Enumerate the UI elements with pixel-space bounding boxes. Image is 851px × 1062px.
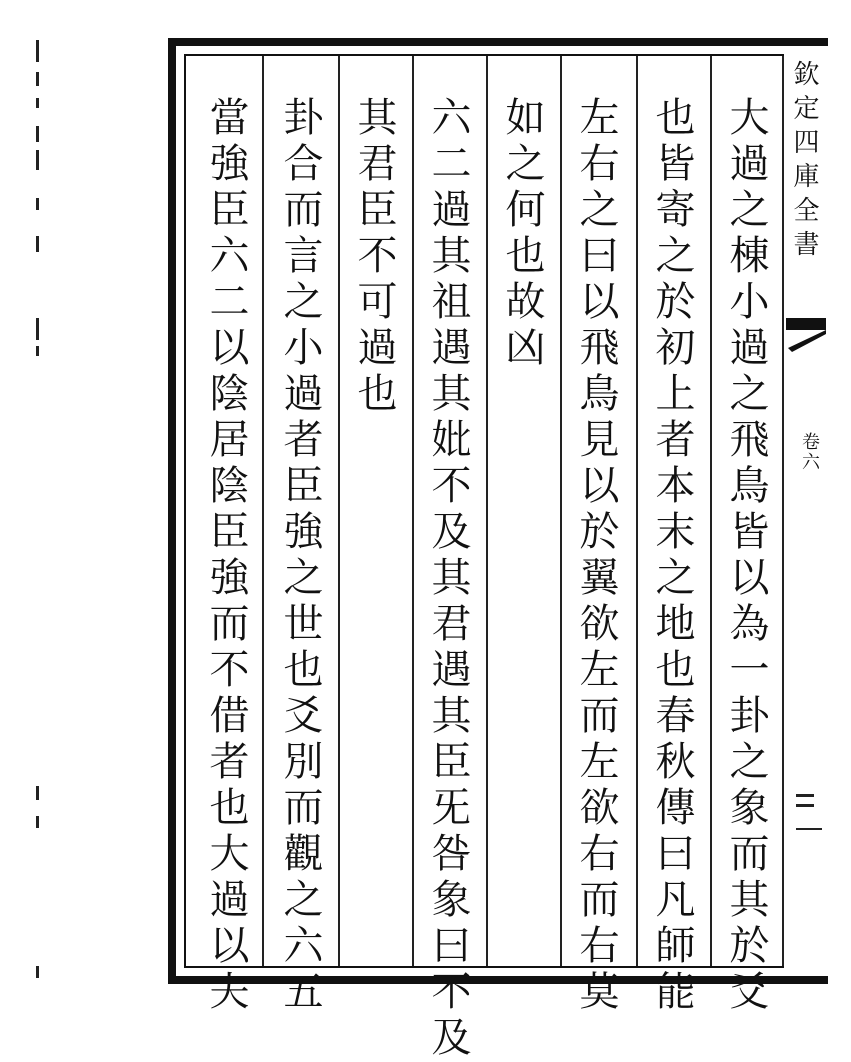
- scan-speck: [36, 40, 39, 62]
- text-column-7: 卦合而言之小過者臣強之世也爻別而觀之六五: [277, 96, 323, 1016]
- scan-speck: [36, 126, 39, 142]
- volume-label: 卷六: [799, 432, 820, 472]
- text-column-2: 也皆寄之於初上者本末之地也春秋傳曰凡師能: [649, 96, 695, 1016]
- column-rule: [486, 56, 488, 966]
- column-rule: [262, 56, 264, 966]
- scan-speck: [36, 150, 39, 170]
- scan-speck: [36, 966, 39, 978]
- scan-speck: [36, 786, 39, 800]
- scan-speck: [36, 346, 39, 356]
- page-number-marks: [796, 790, 820, 830]
- column-rule: [710, 56, 712, 966]
- text-column-1: 大過之棟小過之飛鳥皆以為一卦之象而其於爻: [723, 96, 769, 1016]
- fishtail-mark-icon: [786, 318, 826, 352]
- scan-speck: [36, 72, 39, 86]
- text-column-6: 其君臣不可過也: [351, 96, 397, 418]
- scan-speck: [36, 98, 39, 108]
- scan-speck: [36, 236, 39, 252]
- scan-speck: [36, 816, 39, 828]
- text-column-3: 左右之曰以飛鳥見以於翼欲左而左欲右而右莫: [573, 96, 619, 1016]
- text-column-8: 當強臣六二以陰居陰臣強而不借者也大過以夫: [203, 96, 249, 1016]
- collection-title: 欽定四庫全書: [789, 60, 819, 264]
- column-rule: [636, 56, 638, 966]
- page-mark-edge: [796, 828, 822, 830]
- column-rule: [560, 56, 562, 966]
- scan-speck: [36, 318, 39, 340]
- page-mark-line: [796, 794, 814, 797]
- page-mark-line: [796, 804, 814, 807]
- column-rule: [338, 56, 340, 966]
- text-column-4: 如之何也故凶: [499, 96, 545, 372]
- column-rule: [412, 56, 414, 966]
- scan-speck: [36, 198, 39, 210]
- text-column-5: 六二過其祖遇其妣不及其君遇其臣旡咎象曰不及: [425, 96, 471, 1062]
